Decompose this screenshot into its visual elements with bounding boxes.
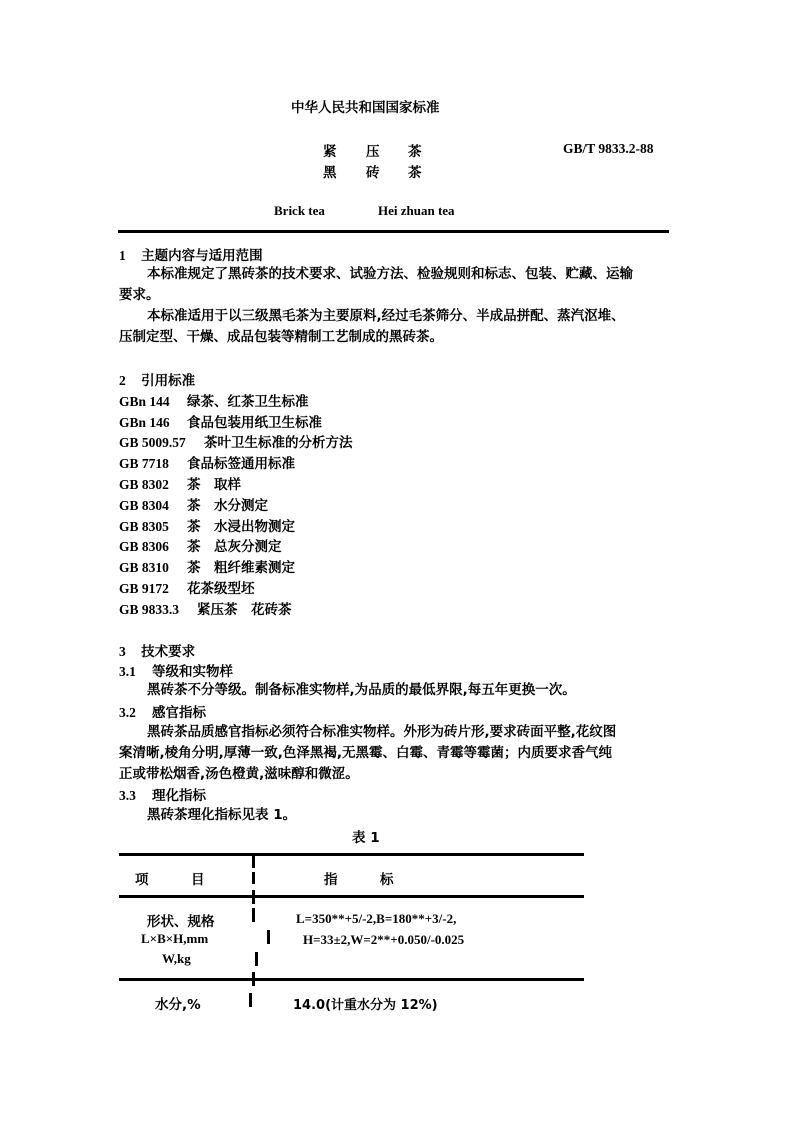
- table-column-divider: [252, 872, 255, 884]
- org-title: 中华人民共和国国家标准: [291, 100, 440, 116]
- subsection-3-1-title: 等级和实物样: [152, 664, 233, 680]
- reference-title: 茶 水分测定: [187, 498, 268, 514]
- reference-code: GB 5009.57: [119, 435, 186, 450]
- title-line-1-char-3: 茶: [408, 144, 422, 160]
- table-cell-item: W,kg: [162, 951, 191, 966]
- table-cell-item: 形状、规格: [147, 914, 215, 930]
- reference-title: 茶叶卫生标准的分析方法: [204, 435, 353, 451]
- section-2-heading: [119, 369, 195, 389]
- reference-item: [119, 598, 292, 618]
- section-2-title: 引用标准: [141, 373, 196, 389]
- reference-item: [119, 473, 241, 493]
- subsection-3-3-text: 黑砖茶理化指标见表 1。: [147, 807, 297, 823]
- section-1-para-1-line-2: 要求。: [119, 287, 160, 303]
- table-column-divider: [267, 930, 270, 944]
- table-column-divider: [252, 854, 255, 868]
- subsection-3-1-text: 黑砖茶不分等级。制备标准实物样,为品质的最低界限,每五年更换一次。: [147, 682, 576, 698]
- subsection-3-3-heading: [119, 784, 206, 804]
- table-header-value-char-2: 标: [380, 872, 394, 888]
- reference-title: 茶 粗纤维素测定: [187, 560, 295, 576]
- reference-item: [119, 411, 322, 431]
- table-header-item-char-1: 项: [135, 872, 149, 888]
- table-cell-item: 水分,%: [155, 997, 201, 1013]
- reference-item: [119, 494, 268, 514]
- english-title-hei-zhuan-tea: Hei zhuan tea: [378, 203, 455, 218]
- reference-code: GB 9172: [119, 581, 169, 596]
- table-1-caption: 表 1: [352, 830, 380, 846]
- section-3-number: 3: [119, 644, 126, 659]
- reference-item: [119, 390, 309, 410]
- subsection-3-1-heading: [119, 660, 233, 680]
- subsection-3-2-line-2: 案清晰,棱角分明,厚薄一致,色泽黑褐,无黑霉、白霉、青霉等霉菌；内质要求香气纯: [119, 745, 613, 761]
- title-line-2-char-2: 砖: [366, 165, 380, 181]
- table-row-rule: [119, 978, 584, 981]
- subsection-3-3-number: 3.3: [119, 788, 136, 803]
- reference-title: 食品标签通用标准: [187, 456, 295, 472]
- reference-code: GB 8302: [119, 477, 169, 492]
- table-cell-value: L=350**+5/-2,B=180**+3/-2,: [296, 911, 457, 926]
- reference-code: GB 9833.3: [119, 602, 180, 617]
- reference-code: GBn 146: [119, 415, 170, 430]
- reference-code: GB 8306: [119, 539, 169, 554]
- section-1-heading: [119, 244, 263, 264]
- section-2-number: 2: [119, 373, 126, 388]
- subsection-3-2-line-3: 正或带松烟香,汤色橙黄,滋味醇和微涩。: [119, 766, 359, 782]
- reference-code: GB 7718: [119, 456, 169, 471]
- table-cell-value: 14.0(计重水分为 12%): [293, 998, 438, 1013]
- subsection-3-3-title: 理化指标: [152, 788, 206, 804]
- section-3-heading: [119, 640, 195, 660]
- section-1-number: 1: [119, 248, 126, 263]
- reference-code: GB 8310: [119, 560, 169, 575]
- subsection-3-2-heading: [119, 701, 206, 721]
- table-column-divider: [249, 993, 252, 1007]
- subsection-3-2-line-1: 黑砖茶品质感官指标必须符合标准实物样。外形为砖片形,要求砖面平整,花纹图: [147, 724, 617, 740]
- table-column-divider: [252, 972, 255, 986]
- section-1-title: 主题内容与适用范围: [141, 248, 263, 264]
- reference-title: 茶 总灰分测定: [187, 539, 282, 555]
- reference-item: [119, 452, 295, 472]
- section-3-title: 技术要求: [141, 644, 196, 660]
- reference-title: 花茶级型坯: [187, 581, 255, 597]
- title-line-2-char-1: 黑: [323, 165, 337, 181]
- section-1-para-2-line-2: 压制定型、干燥、成品包装等精制工艺制成的黑砖茶。: [119, 329, 443, 345]
- table-header-rule: [119, 895, 584, 898]
- subsection-3-2-title: 感官指标: [152, 705, 206, 721]
- reference-item: [119, 535, 282, 555]
- title-line-1-char-2: 压: [366, 144, 380, 160]
- table-header-value-char-1: 指: [324, 872, 338, 888]
- reference-code: GB 8304: [119, 498, 169, 513]
- section-1-para-1-line-1: 本标准规定了黑砖茶的技术要求、试验方法、检验规则和标志、包装、贮藏、运输: [147, 266, 633, 282]
- header-rule: [118, 230, 669, 233]
- reference-item: [119, 431, 353, 451]
- table-cell-value: H=33±2,W=2**+0.050/-0.025: [303, 932, 465, 947]
- subsection-3-1-number: 3.1: [119, 664, 136, 679]
- standard-code: GB/T 9833.2-88: [563, 141, 654, 156]
- table-cell-item: L×B×H,mm: [141, 931, 209, 946]
- reference-code: GBn 144: [119, 394, 170, 409]
- title-line-1-char-1: 紧: [323, 144, 337, 160]
- reference-title: 紧压茶 花砖茶: [197, 602, 292, 618]
- english-title-brick-tea: Brick tea: [274, 203, 325, 218]
- table-top-rule: [119, 853, 584, 856]
- table-column-divider: [252, 890, 255, 904]
- reference-title: 茶 取样: [187, 477, 241, 493]
- reference-code: GB 8305: [119, 519, 169, 534]
- reference-item: [119, 556, 295, 576]
- table-header-item-char-2: 目: [191, 872, 205, 888]
- subsection-3-2-number: 3.2: [119, 705, 136, 720]
- reference-item: [119, 577, 255, 597]
- reference-title: 食品包装用纸卫生标准: [187, 415, 322, 431]
- table-column-divider: [252, 908, 255, 922]
- reference-title: 绿茶、红茶卫生标准: [187, 394, 309, 410]
- reference-item: [119, 515, 295, 535]
- table-column-divider: [255, 952, 258, 966]
- title-line-2-char-3: 茶: [408, 165, 422, 181]
- section-1-para-2-line-1: 本标准适用于以三级黑毛茶为主要原料,经过毛茶筛分、半成品拼配、蒸汽沤堆、: [147, 308, 625, 324]
- reference-title: 茶 水浸出物测定: [187, 519, 295, 535]
